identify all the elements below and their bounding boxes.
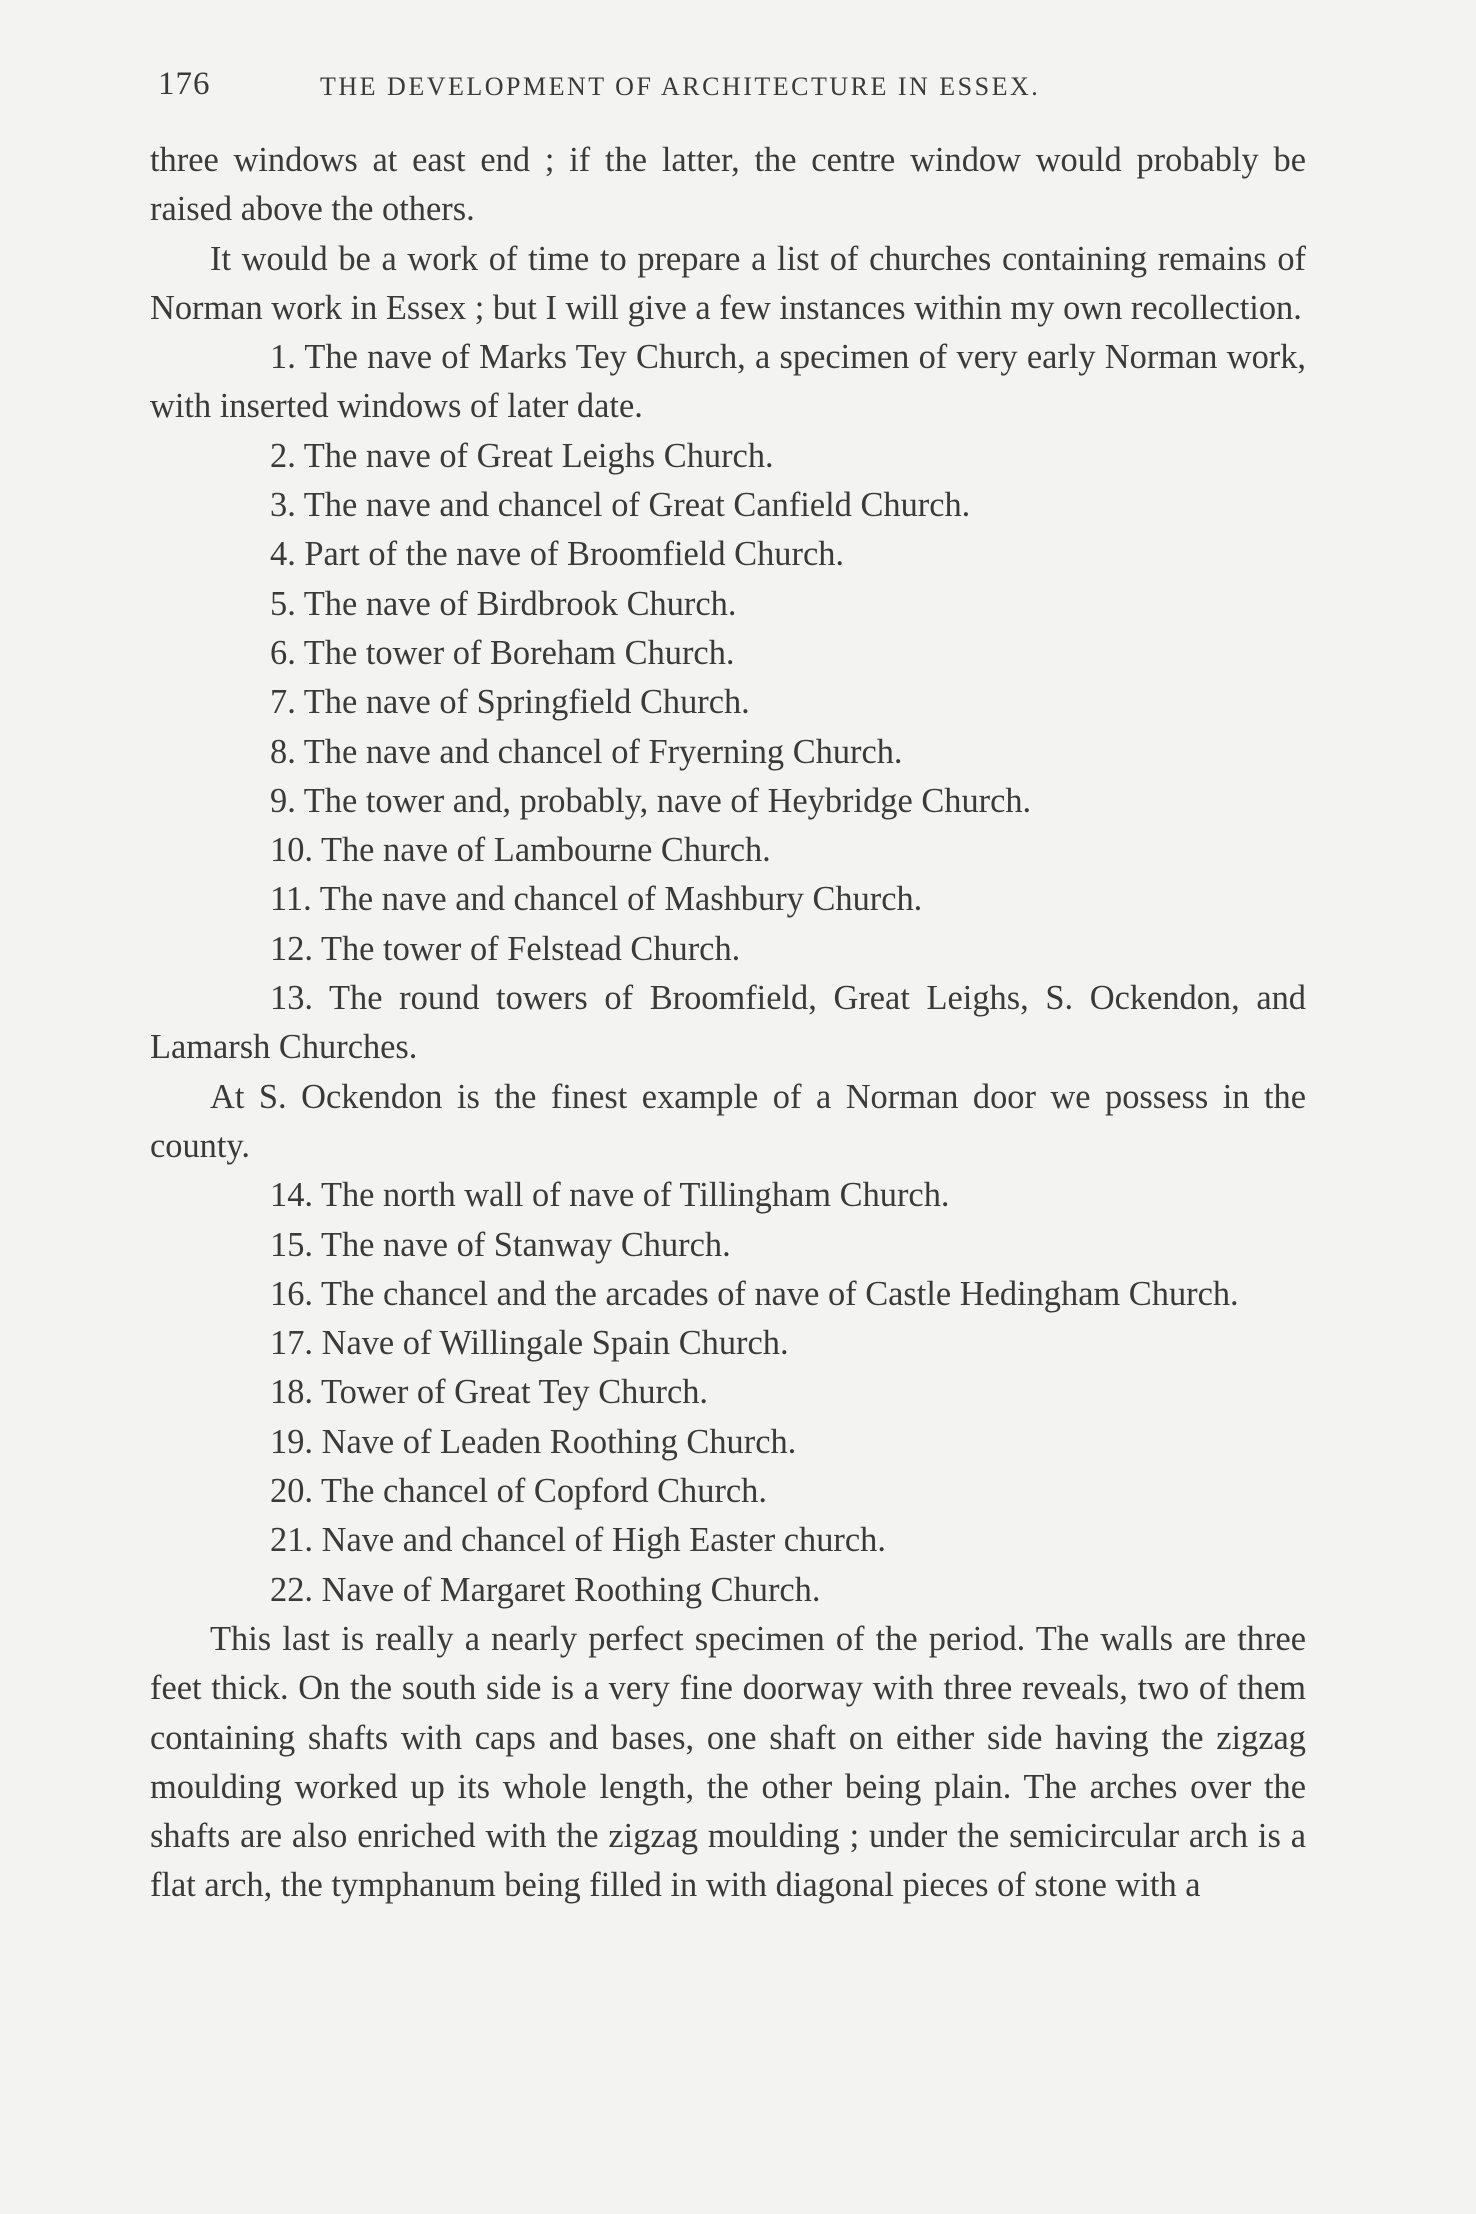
list-item — [150, 826, 1306, 875]
list-item-text: Part of the nave of Broomfield Church. — [304, 535, 845, 574]
list-item — [150, 974, 1306, 1073]
list-item — [150, 629, 1306, 678]
list-item-number: 17. — [270, 1324, 313, 1363]
list-item-text: The round towers of Broomfield, Great Leighs, S. Ockendon, and Lamarsh Churches. — [150, 979, 1307, 1067]
list-item-number: 18. — [270, 1373, 313, 1412]
list-item-text: The tower of Boreham Church. — [303, 633, 735, 672]
list-item-number: 19. — [270, 1422, 313, 1461]
list-item-text: The nave and chancel of Great Canfield Church. — [303, 486, 971, 525]
list-item-number: 3. — [270, 486, 296, 525]
list-item-text: The nave of Birdbrook Church. — [303, 584, 737, 623]
list-item — [150, 728, 1306, 777]
list-item-text: The north wall of nave of Tillingham Church. — [320, 1176, 950, 1215]
list-item-text: The chancel of Copford Church. — [320, 1472, 767, 1511]
list-item — [150, 530, 1306, 579]
list-item-number: 9. — [270, 781, 296, 820]
list-item-text: Nave of Margaret Roothing Church. — [321, 1570, 821, 1609]
list-item-text: The chancel and the arcades of nave of Castle Hedingham Church. — [320, 1274, 1239, 1313]
list-item-text: Tower of Great Tey Church. — [320, 1373, 709, 1412]
list-item-text: The tower of Felstead Church. — [320, 929, 741, 968]
list-item — [150, 1516, 1306, 1565]
list-item — [150, 1368, 1306, 1417]
paragraph-final: This last is really a nearly perfect specimen of the period. The walls are three feet thick. On the south side is a very fine doorway with three reveals, two of them containing shafts with caps and bases, one shaft on either side having the zigzag moulding worked up its whole length, the other being plain. The arches over the shafts are also enriched with the zigzag moulding ; under the semicircular arch is a flat arch, the tymphanum being filled in with diagonal pieces of stone with a — [150, 1619, 1306, 1905]
list-item — [150, 1418, 1306, 1467]
paragraph-continuation: three windows at east end ; if the latter, the centre window would probably be raised above the others. — [150, 141, 1306, 229]
list-item-number: 8. — [270, 732, 296, 771]
list-item-text: The nave and chancel of Fryerning Church. — [303, 732, 903, 771]
list-item-text: The nave and chancel of Mashbury Church. — [319, 880, 923, 919]
list-item-text: The nave of Stanway Church. — [320, 1225, 731, 1264]
list-item-number: 16. — [270, 1274, 313, 1313]
running-title: THE DEVELOPMENT OF ARCHITECTURE IN ESSEX. — [320, 72, 1041, 101]
list-item — [150, 925, 1306, 974]
list-item — [150, 580, 1306, 629]
list-item-number: 7. — [270, 683, 296, 722]
list-item-number: 15. — [270, 1225, 313, 1264]
list-item — [150, 1566, 1306, 1615]
list-item-text: The nave of Great Leighs Church. — [303, 436, 774, 475]
list-item-number: 4. — [270, 535, 296, 574]
list-item-text: Nave of Willingale Spain Church. — [321, 1324, 789, 1363]
list-item-number: 20. — [270, 1472, 313, 1511]
list-item-number: 14. — [270, 1176, 313, 1215]
list-item-text: The nave of Lambourne Church. — [320, 831, 771, 870]
list-item — [150, 678, 1306, 727]
list-item — [150, 875, 1306, 924]
body-text — [150, 136, 1306, 1911]
list-item — [150, 777, 1306, 826]
list-item — [150, 1221, 1306, 1270]
page-number: 176 — [158, 66, 211, 102]
list-item-number: 5. — [270, 584, 296, 623]
list-item — [150, 1467, 1306, 1516]
paragraph-intro: It would be a work of time to prepare a list of churches containing remains of Norman work in Essex ; but I will give a few instances within my own recollection. — [150, 239, 1306, 327]
list-item-text: The nave of Springfield Church. — [303, 683, 750, 722]
list-item — [150, 1171, 1306, 1220]
list-item-number: 10. — [270, 831, 313, 870]
list-item-number: 11. — [270, 880, 312, 919]
list-item-text: The tower and, probably, nave of Heybridge Church. — [303, 781, 1032, 820]
list-item-text: The nave of Marks Tey Church, a specimen of very early Norman work, with inserted windows of later date. — [150, 338, 1307, 426]
list-item-number: 1. — [270, 338, 296, 377]
list-item-text: Nave and chancel of High Easter church. — [321, 1521, 886, 1560]
list-item-number: 22. — [270, 1570, 313, 1609]
list-item-number: 12. — [270, 929, 313, 968]
list-item-text: Nave of Leaden Roothing Church. — [321, 1422, 797, 1461]
list-item-number: 2. — [270, 436, 296, 475]
list-item — [150, 432, 1306, 481]
list-item-number: 21. — [270, 1521, 313, 1560]
paragraph-ockendon: At S. Ockendon is the finest example of a Norman door we possess in the county. — [150, 1077, 1306, 1165]
list-item-number: 6. — [270, 633, 296, 672]
list-item — [150, 1270, 1306, 1319]
list-item-number: 13. — [270, 979, 313, 1018]
list-item — [150, 481, 1306, 530]
page-header — [150, 66, 1326, 110]
list-item — [150, 1319, 1306, 1368]
list-item — [150, 333, 1306, 432]
